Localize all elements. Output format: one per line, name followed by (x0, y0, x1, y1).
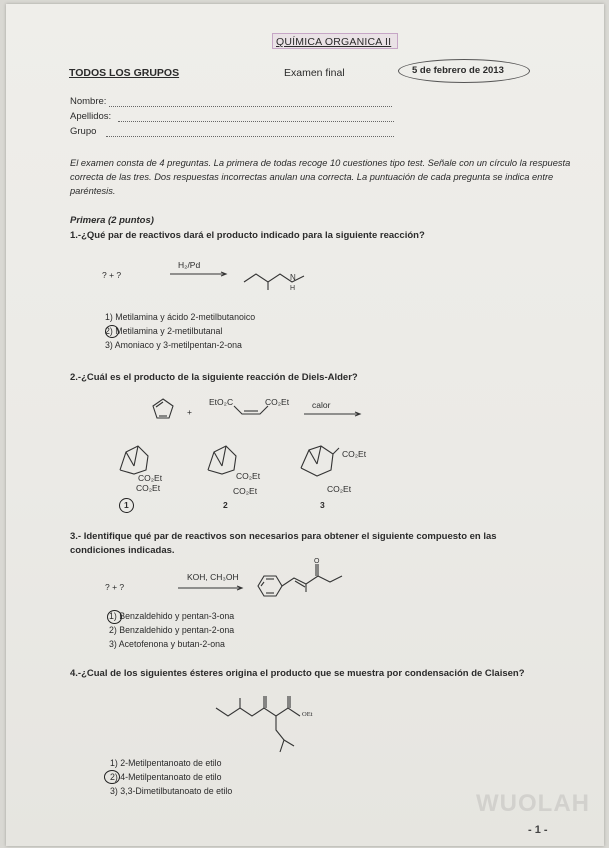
surname-field-label: Apellidos: (70, 111, 112, 122)
cyclopentadiene-structure (152, 398, 174, 420)
section-title: Primera (2 puntos) (70, 215, 154, 226)
question-1: 1.-¿Qué par de reactivos dará el producto indicado para la siguiente reacción? (70, 230, 425, 241)
q1-option-3[interactable]: 3) Amoniaco y 3-metilpentan-2-ona (105, 340, 242, 350)
q1-reaction-arrow (170, 272, 228, 278)
q4-option-1[interactable]: 1) 2-Metilpentanoato de etilo (110, 758, 222, 768)
q2-dienophile-left: EtO₂C (209, 397, 234, 407)
product-3-ester-top: CO₂Et (342, 449, 367, 459)
product-2-ester-top: CO₂Et (236, 471, 261, 481)
watermark: WUOLAH (476, 790, 590, 817)
q3-reaction-arrow (178, 586, 244, 592)
question-2: 2.-¿Cuál es el producto de la siguiente reacción de Diels-Alder? (70, 372, 358, 383)
q2-reaction-arrow (304, 412, 362, 418)
q1-reagent: H₂/Pd (178, 260, 201, 270)
q2-reagent: calor (312, 400, 331, 410)
page-title: QUÍMICA ORGANICA II (276, 36, 392, 48)
q3-reagent: KOH, CH₃OH (187, 572, 239, 582)
product-1-label[interactable]: 1 (124, 500, 129, 510)
exam-label: Examen final (284, 67, 345, 79)
q3-product-structure (250, 558, 350, 600)
svg-text:H: H (290, 285, 296, 292)
q3-reactants: ? + ? (105, 582, 125, 592)
exam-date: 5 de febrero de 2013 (412, 65, 504, 76)
product-1-ester-top: CO₂Et (138, 473, 163, 483)
product-3-ester-bottom: CO₂Et (327, 484, 352, 494)
product-2-ester-bottom: CO₂Et (233, 486, 258, 496)
q3-option-2[interactable]: 2) Benzaldehido y pentan-2-ona (109, 625, 235, 635)
svg-text:N: N (290, 273, 296, 282)
groups-label: TODOS LOS GRUPOS (69, 67, 180, 79)
product-3-structure (299, 444, 339, 482)
q2-dienophile-bond (234, 402, 268, 416)
q2-plus: + (187, 407, 192, 417)
q3-option-3[interactable]: 3) Acetofenona y butan-2-ona (109, 639, 225, 649)
surname-field-line (118, 121, 394, 122)
q2-answer-mark (119, 498, 134, 513)
name-field-line (109, 106, 392, 107)
q1-reactants: ? + ? (102, 270, 122, 280)
q4-ester-label: OEt (302, 711, 313, 718)
q1-answer-mark (105, 325, 119, 338)
product-2-structure (206, 444, 240, 478)
product-3-label[interactable]: 3 (320, 500, 325, 510)
q4-option-3[interactable]: 3) 3,3-Dimetilbutanoato de etilo (110, 786, 233, 796)
q1-option-2[interactable]: 2) Metilamina y 2-metilbutanal (105, 326, 223, 336)
q4-answer-mark (104, 770, 120, 784)
group-field-line (106, 136, 394, 137)
q1-option-1[interactable]: 1) Metilamina y ácido 2-metilbutanoico (105, 312, 256, 322)
exam-instructions: El examen consta de 4 preguntas. La primera de todas recoge 10 cuestiones tipo test. Señale con un círculo la respuesta correcta de las tres. Dos respuestas incorrectas anulan una correcta. La puntuación de cada pregunta se indica entre paréntesis. (70, 158, 571, 196)
q3-option-1[interactable]: 1) Benzaldehido y pentan-3-ona (109, 611, 235, 621)
exam-page (6, 4, 604, 846)
q4-product-structure (214, 694, 334, 762)
q1-product-structure (244, 262, 314, 292)
product-1-ester-bottom: CO₂Et (136, 483, 161, 493)
q4-option-2[interactable]: 2) 4-Metilpentanoato de etilo (110, 772, 222, 782)
product-2-label[interactable]: 2 (223, 500, 228, 510)
group-field-label: Grupo (70, 126, 97, 137)
question-3: 3.- Identifique qué par de reactivos son necesarios para obtener el siguiente compuesto en las condiciones indicadas. (70, 531, 497, 556)
page-number: - 1 - (528, 824, 548, 836)
question-4: 4.-¿Cual de los siguientes ésteres origina el producto que se muestra por condensación de Claisen? (70, 668, 525, 679)
q2-dienophile-right: CO₂Et (265, 397, 290, 407)
name-field-label: Nombre: (70, 96, 107, 107)
q3-answer-mark (107, 610, 122, 624)
svg-text:O: O (314, 558, 320, 565)
